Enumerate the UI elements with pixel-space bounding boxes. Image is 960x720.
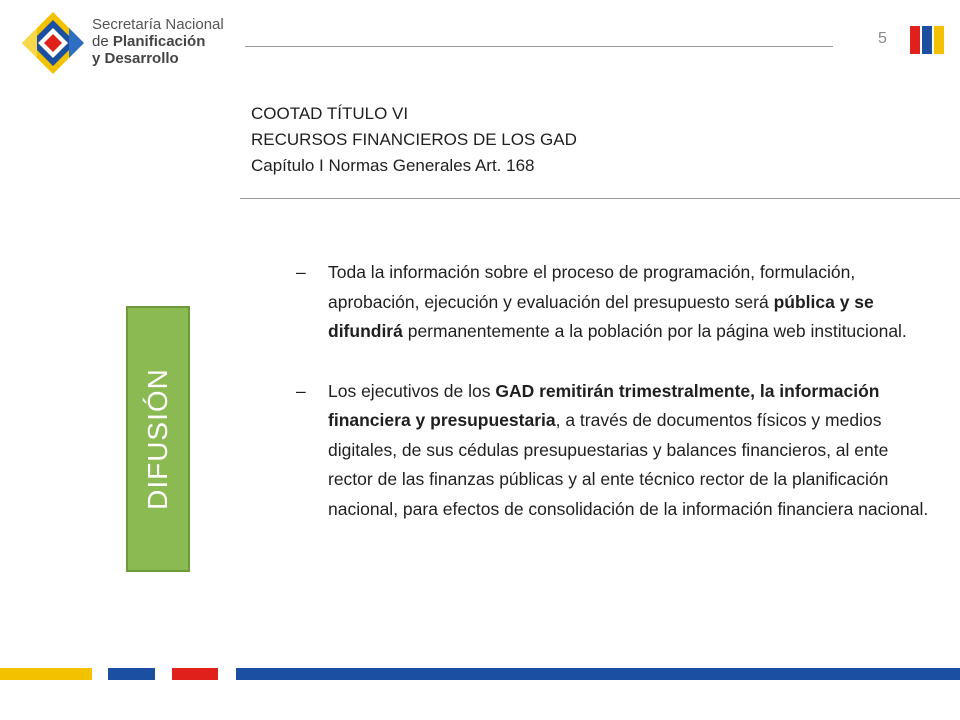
page-number: 5 xyxy=(878,30,887,47)
logo-line-3: y Desarrollo xyxy=(92,50,179,67)
footer-bar-yellow xyxy=(0,668,92,680)
logo-line-2-bold: Planificación xyxy=(112,33,206,50)
heading-line-3: Capítulo I Normas Generales Art. 168 xyxy=(251,156,535,175)
logo-line-2 xyxy=(92,33,224,50)
footer-bar-blue-short xyxy=(108,668,155,680)
bullet-text-part: , a través de documentos físicos y medios digitales, de sus cédulas presupuestarias y balances financieros, al ente rector de las finanzas públicas y al ente técnico rector de la planificación nacional, para efectos de consolidación de la información financiera nacional. xyxy=(328,410,929,519)
logo-line-2-prefix: de xyxy=(92,33,113,50)
heading-line-1: COOTAD TÍTULO VI xyxy=(251,104,409,123)
bullet-item xyxy=(296,258,936,347)
bullet-dash: – xyxy=(296,380,306,401)
heading-divider xyxy=(240,198,960,199)
logo-wordmark xyxy=(92,16,224,67)
flag-stripes-icon xyxy=(910,26,954,54)
bullet-text-bold: GAD remitirán trimestralmente, la información financiera y presupuestaria xyxy=(328,380,880,430)
top-divider xyxy=(245,46,833,47)
side-label-box xyxy=(126,306,190,572)
logo-emblem-icon xyxy=(20,10,86,76)
bullet-list xyxy=(296,258,936,554)
bullet-text-part: Los ejecutivos de los xyxy=(328,380,496,401)
logo-line-1: Secretaría Nacional xyxy=(92,16,224,33)
heading-line-2: RECURSOS FINANCIEROS DE LOS GAD xyxy=(251,130,577,149)
footer-bar-blue-long xyxy=(236,668,960,680)
side-label: DIFUSIÓN xyxy=(142,368,173,510)
bullet-text-part: permanentemente a la población por la página web institucional. xyxy=(402,321,907,341)
bullet-item xyxy=(296,377,936,525)
footer-bar-red xyxy=(172,668,218,680)
bullet-text-bold: pública y se difundirá xyxy=(328,291,874,341)
bullet-text-part: Toda la información sobre el proceso de programación, formulación, aprobación, ejecución y evaluación del presupuesto será xyxy=(328,262,856,312)
institution-logo xyxy=(20,10,240,76)
bullet-dash: – xyxy=(296,262,306,282)
slide-heading xyxy=(251,101,577,179)
